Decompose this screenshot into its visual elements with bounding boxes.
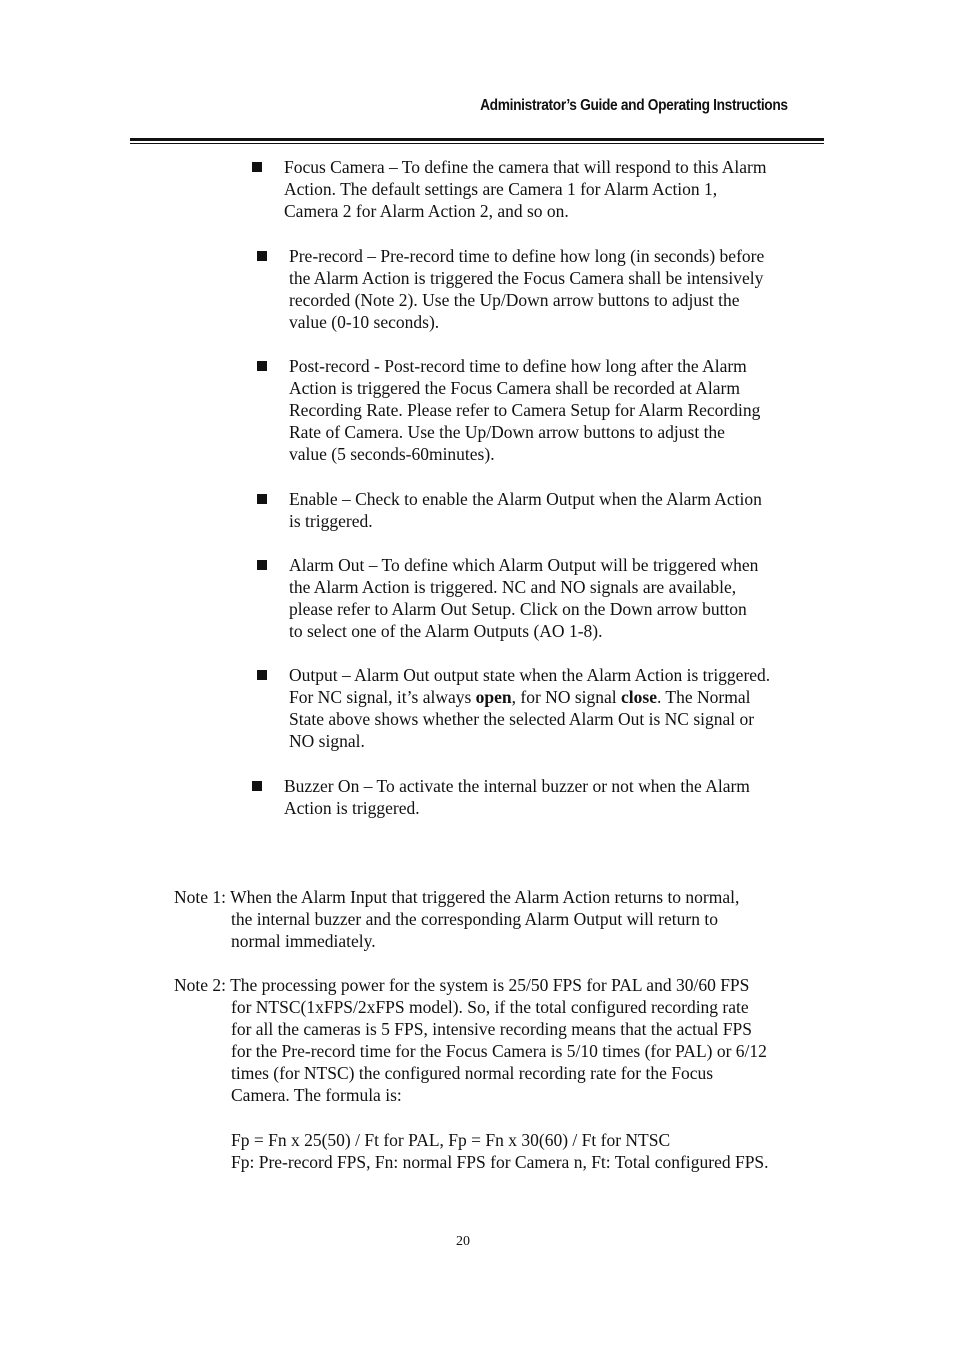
bold-term-open: open: [475, 687, 512, 707]
note-line: Note 2: The processing power for the system is 25/50 FPS for PAL and 30/60 FPS: [174, 975, 750, 995]
bullet-line: Action is triggered the Focus Camera shall be recorded at Alarm: [289, 378, 740, 398]
note-line: Note 1: When the Alarm Input that triggered the Alarm Action returns to normal,: [174, 887, 740, 907]
bullet-line: Output – Alarm Out output state when the Alarm Action is triggered.: [289, 665, 771, 685]
header-rule-thin: [130, 143, 824, 144]
bullet-line: Focus Camera – To define the camera that will respond to this Alarm: [284, 157, 767, 177]
bullet-line: the Alarm Action is triggered the Focus Camera shall be intensively: [289, 268, 764, 288]
note-line: the internal buzzer and the corresponding Alarm Output will return to: [231, 909, 718, 929]
bullet-line-mixed: [289, 686, 770, 708]
bullet-line: Action. The default settings are Camera 1 for Alarm Action 1,: [284, 179, 718, 199]
bullet-line: State above shows whether the selected Alarm Out is NC signal or: [289, 709, 755, 729]
square-bullet-icon: [257, 361, 267, 371]
bullet-line: Recording Rate. Please refer to Camera Setup for Alarm Recording: [289, 400, 761, 420]
note-line: Camera. The formula is:: [231, 1085, 402, 1105]
note-line: times (for NTSC) the configured normal recording rate for the Focus: [231, 1063, 714, 1083]
bullet-line: NO signal.: [289, 731, 365, 751]
bullet-line: recorded (Note 2). Use the Up/Down arrow buttons to adjust the: [289, 290, 740, 310]
bullet-line: Pre-record – Pre-record time to define how long (in seconds) before: [289, 246, 765, 266]
formula-line: Fp = Fn x 25(50) / Ft for PAL, Fp = Fn x 30(60) / Ft for NTSC: [231, 1130, 671, 1150]
bullet-line: please refer to Alarm Out Setup. Click on the Down arrow button: [289, 599, 747, 619]
bullet-line: the Alarm Action is triggered. NC and NO signals are available,: [289, 577, 737, 597]
formula-line: Fp: Pre-record FPS, Fn: normal FPS for Camera n, Ft: Total configured FPS.: [231, 1152, 769, 1172]
square-bullet-icon: [257, 494, 267, 504]
formula-block: [231, 1129, 769, 1173]
note-line: normal immediately.: [231, 931, 376, 951]
bullet-line: Buzzer On – To activate the internal buzzer or not when the Alarm: [284, 776, 750, 796]
running-header-title: Administrator’s Guide and Operating Instructions: [480, 97, 788, 114]
note-2: [174, 974, 767, 1106]
square-bullet-icon: [257, 251, 267, 261]
note-line: for NTSC(1xFPS/2xFPS model). So, if the total configured recording rate: [231, 997, 749, 1017]
bullet-line: value (5 seconds-60minutes).: [289, 444, 495, 464]
bold-term-close: close: [621, 687, 657, 707]
bullet-line: Rate of Camera. Use the Up/Down arrow buttons to adjust the: [289, 422, 725, 442]
bullet-line: Enable – Check to enable the Alarm Output when the Alarm Action: [289, 489, 762, 509]
note-line: for all the cameras is 5 FPS, intensive recording means that the actual FPS: [231, 1019, 753, 1039]
text-run: For NC signal, it’s always: [289, 687, 476, 707]
bullet-line: Camera 2 for Alarm Action 2, and so on.: [284, 201, 569, 221]
bullet-line: to select one of the Alarm Outputs (AO 1-8).: [289, 621, 603, 641]
page-number: 20: [456, 1234, 470, 1249]
square-bullet-icon: [252, 781, 262, 791]
note-line: for the Pre-record time for the Focus Camera is 5/10 times (for PAL) or 6/12: [231, 1041, 767, 1061]
bullet-line: is triggered.: [289, 511, 373, 531]
header-rule-thick: [130, 138, 824, 141]
square-bullet-icon: [252, 162, 262, 172]
note-1: [174, 886, 739, 952]
bullet-line: Alarm Out – To define which Alarm Output will be triggered when: [289, 555, 759, 575]
text-run: . The Normal: [656, 687, 751, 707]
text-run: , for NO signal: [511, 687, 622, 707]
bullet-line: Post-record - Post-record time to define how long after the Alarm: [289, 356, 747, 376]
square-bullet-icon: [257, 560, 267, 570]
bullet-line: value (0-10 seconds).: [289, 312, 440, 332]
bullet-line: Action is triggered.: [284, 798, 420, 818]
square-bullet-icon: [257, 670, 267, 680]
